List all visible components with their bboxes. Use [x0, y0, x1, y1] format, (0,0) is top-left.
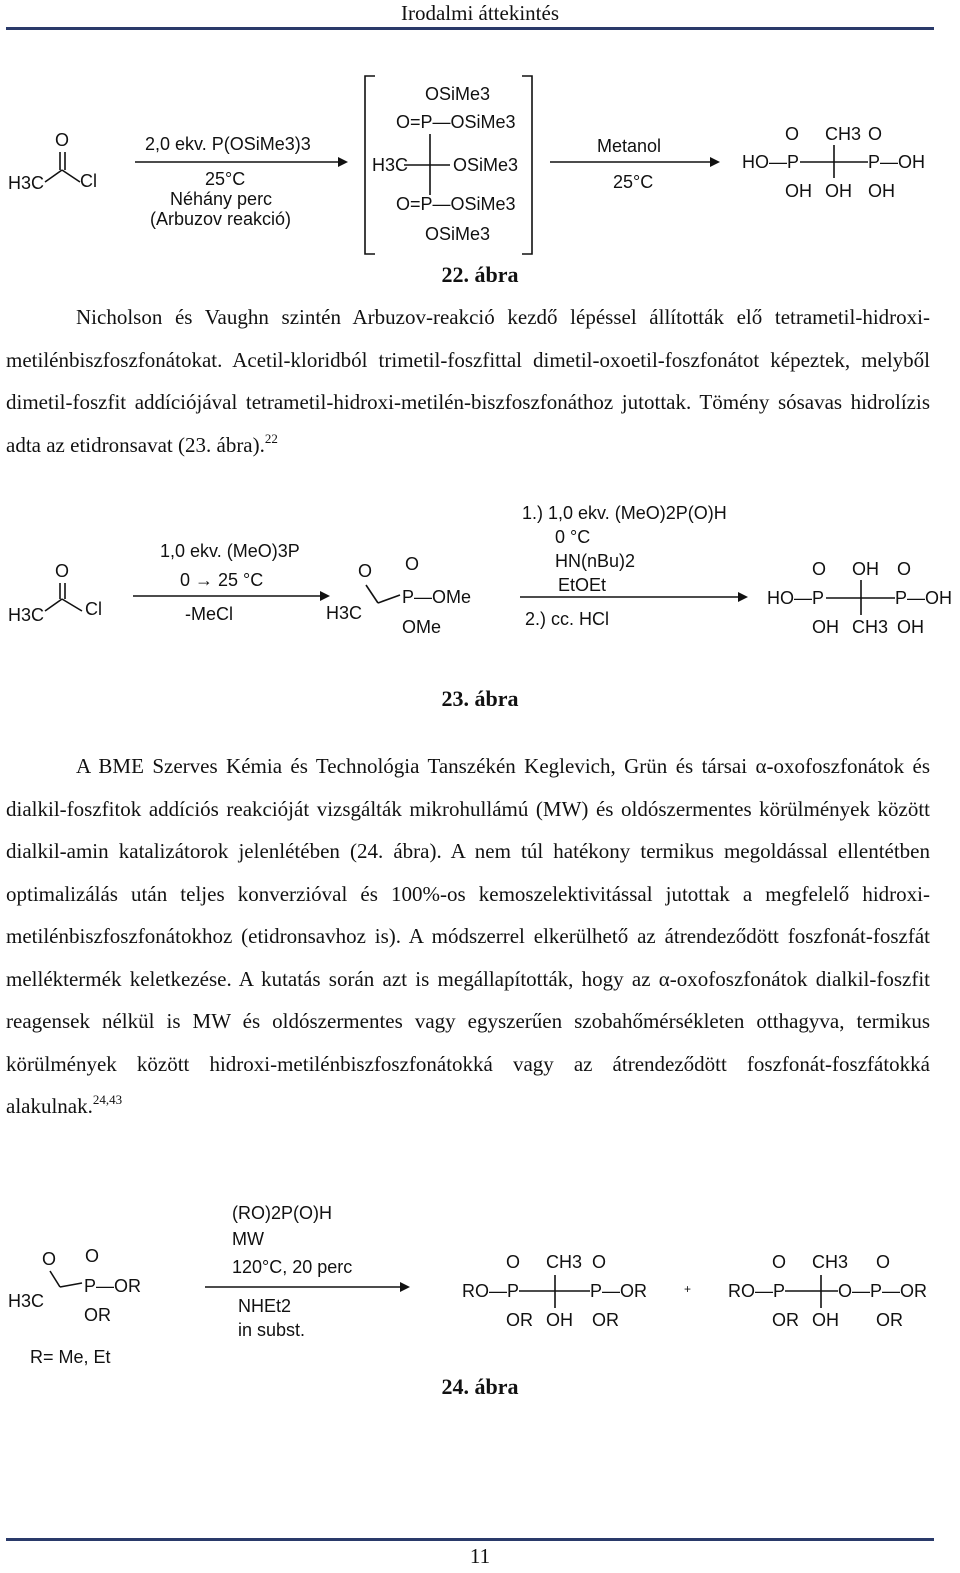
fig23-int-p: P—OMe — [402, 587, 472, 607]
fig23-int-o1: O — [358, 561, 373, 581]
fig23-int-ome: OMe — [402, 617, 442, 637]
fig23-prod-o1: O — [812, 559, 827, 579]
fig23-prod-oh2: OH — [897, 617, 924, 637]
fig23-int-h3c: H3C — [326, 603, 363, 623]
fig22-cond1-line4: (Arbuzov reakció) — [150, 209, 292, 229]
fig22-int-p2: O=P—OSiMe3 — [396, 194, 516, 214]
fig22-prod-ch3: CH3 — [825, 124, 862, 144]
fig23-reactant-o: O — [55, 561, 70, 581]
fig24-cond-line4: NHEt2 — [238, 1296, 292, 1316]
fig24-p2-ch3: CH3 — [812, 1252, 849, 1272]
figure-23 — [0, 495, 960, 655]
fig23-cond2-line4: EtOEt — [558, 575, 607, 595]
running-header: Irodalmi áttekintés — [400, 1, 560, 25]
fig22-prod-oh3: OH — [868, 181, 895, 201]
fig24-p1-or2: OR — [592, 1310, 619, 1330]
fig24-react-o1: O — [42, 1249, 57, 1269]
fig22-prod-oh1: OH — [785, 181, 812, 201]
paragraph-1-ref: 22 — [264, 430, 278, 446]
fig23-cond1-line1: 1,0 ekv. (MeO)3P — [160, 541, 300, 561]
figure-22 — [0, 70, 960, 270]
fig24-p1-or1: OR — [506, 1310, 533, 1330]
fig24-p1-right: P—OR — [590, 1281, 648, 1301]
fig23-cond2-line1: 1.) 1,0 ekv. (MeO)2P(O)H — [522, 503, 727, 523]
fig22-prod-left: HO—P — [742, 152, 800, 172]
fig24-p1-left: RO—P — [462, 1281, 520, 1301]
fig24-p1-o2: O — [592, 1252, 607, 1272]
fig24-react-o2: O — [85, 1246, 100, 1266]
fig22-cond1-line1: 2,0 ekv. P(OSiMe3)3 — [145, 134, 311, 154]
fig22-prod-right: P—OH — [868, 152, 926, 172]
fig24-cond-line2: MW — [232, 1229, 264, 1249]
fig24-react-rnote: R= Me, Et — [30, 1347, 111, 1367]
fig22-reactant-cl: Cl — [80, 171, 97, 191]
fig24-p2-or2: OR — [876, 1310, 903, 1330]
fig23-prod-oh-top: OH — [852, 559, 879, 579]
fig22-int-p1: O=P—OSiMe3 — [396, 112, 516, 132]
fig24-cond-line5: in subst. — [238, 1320, 306, 1340]
paragraph-1-text: Nicholson és Vaughn szintén Arbuzov-reakció kezdő lépéssel állították elő tetrametil-hidroxi-metilénbiszfoszfonátokat. Acetil-kloridból trimetil-foszfittal dimetil-oxoetil-foszfonátot képeztek, melyből dimetil-foszfit addíciójával tetrametil-hidroxi-metilén-biszfoszfonáthoz jutottak. Tömény sósavas hidrolízis adta az etidronsavat (23. ábra). — [6, 305, 930, 457]
fig22-caption: 22. ábra — [441, 262, 519, 287]
fig22-int-top: OSiMe3 — [425, 84, 491, 104]
fig24-p2-or1: OR — [772, 1310, 799, 1330]
footer-rule — [6, 1538, 934, 1541]
fig23-prod-left: HO—P — [767, 588, 825, 608]
paragraph-1 — [6, 296, 930, 466]
fig24-p2-o1: O — [772, 1252, 787, 1272]
fig23-reactant-h3c: H3C — [8, 605, 45, 625]
fig22-cond1-line3: Néhány perc — [170, 189, 273, 209]
fig24-plus: + — [684, 1282, 692, 1296]
fig22-reactant-h3c: H3C — [8, 173, 45, 193]
fig23-cond1-line2: 0 → 25 °C — [180, 570, 264, 590]
figure-24 — [0, 1195, 960, 1370]
fig22-prod-o2: O — [868, 124, 883, 144]
fig22-int-mid-r: OSiMe3 — [453, 155, 519, 175]
fig22-prod-o1: O — [785, 124, 800, 144]
fig24-p1-ch3: CH3 — [546, 1252, 583, 1272]
fig23-caption: 23. ábra — [441, 686, 519, 711]
fig24-p1-oh: OH — [546, 1310, 573, 1330]
fig24-react-or: OR — [84, 1305, 111, 1325]
paragraph-2-text: A BME Szerves Kémia és Technológia Tanszékén Keglevich, Grün és társai α-oxofoszfonátok és dialkil-foszfitok addíciós reakcióját vizsgálták mikrohullámú (MW) és oldószermentes körülmények között dialkil-amin katalizátorok jelenlétében (24. ábra). A nem túl hatékony termikus megoldással ellentétben optimalizálás után teljes konverzióval és 100%-os kemoszelektivitással jutottak a megfelelő hidroxi-metilénbiszfoszfonátokhoz (etidronsavhoz is). A módszerrel elkerülhető az átrendeződött foszfonát-foszfát melléktermék keletkezése. A kutatás során azt is megállapították, hogy az α-oxofoszfonátok dialkil-foszfit reagensek nélkül is MW és oldószermentes vagy egyszerűen szobahőmérsékleten otthagyva, termikus körülmények között hidroxi-metilénbiszfoszfonátokká vagy az átrendeződött foszfonát-foszfátokká alakulnak. — [6, 754, 930, 1118]
fig22-int-bottom: OSiMe3 — [425, 224, 491, 244]
fig23-prod-ch3: CH3 — [852, 617, 889, 637]
fig24-p2-o2: O — [876, 1252, 891, 1272]
paragraph-2-ref: 24,43 — [92, 1092, 123, 1107]
header-rule — [6, 27, 934, 30]
fig24-p1-o1: O — [506, 1252, 521, 1272]
fig24-cond-line1: (RO)2P(O)H — [232, 1203, 332, 1223]
fig24-cond-line3: 120°C, 20 perc — [232, 1257, 353, 1277]
fig24-p2-left: RO—P — [728, 1281, 786, 1301]
fig22-cond2-line1: Metanol — [597, 136, 662, 156]
page-number: 11 — [469, 1544, 491, 1568]
fig24-p2-oh: OH — [812, 1310, 839, 1330]
fig24-caption: 24. ábra — [441, 1374, 519, 1399]
fig23-cond1-line3: -MeCl — [185, 604, 233, 624]
fig23-int-o2: O — [405, 554, 420, 574]
fig23-cond2-line3: HN(nBu)2 — [555, 551, 636, 571]
fig22-reactant-o: O — [55, 130, 70, 150]
paragraph-2 — [6, 745, 930, 1128]
fig23-prod-o2: O — [897, 559, 912, 579]
fig22-cond2-line2: 25°C — [613, 172, 654, 192]
fig24-p2-right: O—P—OR — [838, 1281, 928, 1301]
fig22-int-mid: H3C — [372, 155, 409, 175]
fig24-react-p: P—OR — [84, 1276, 142, 1296]
fig23-cond2-line2: 0 °C — [555, 527, 591, 547]
fig23-prod-oh1: OH — [812, 617, 839, 637]
fig24-react-h3c: H3C — [8, 1291, 45, 1311]
fig23-cond2-line5: 2.) cc. HCl — [525, 609, 610, 629]
fig22-prod-oh2: OH — [825, 181, 852, 201]
fig22-cond1-line2: 25°C — [205, 169, 246, 189]
fig23-prod-right: P—OH — [895, 588, 953, 608]
fig23-reactant-cl: Cl — [85, 599, 102, 619]
